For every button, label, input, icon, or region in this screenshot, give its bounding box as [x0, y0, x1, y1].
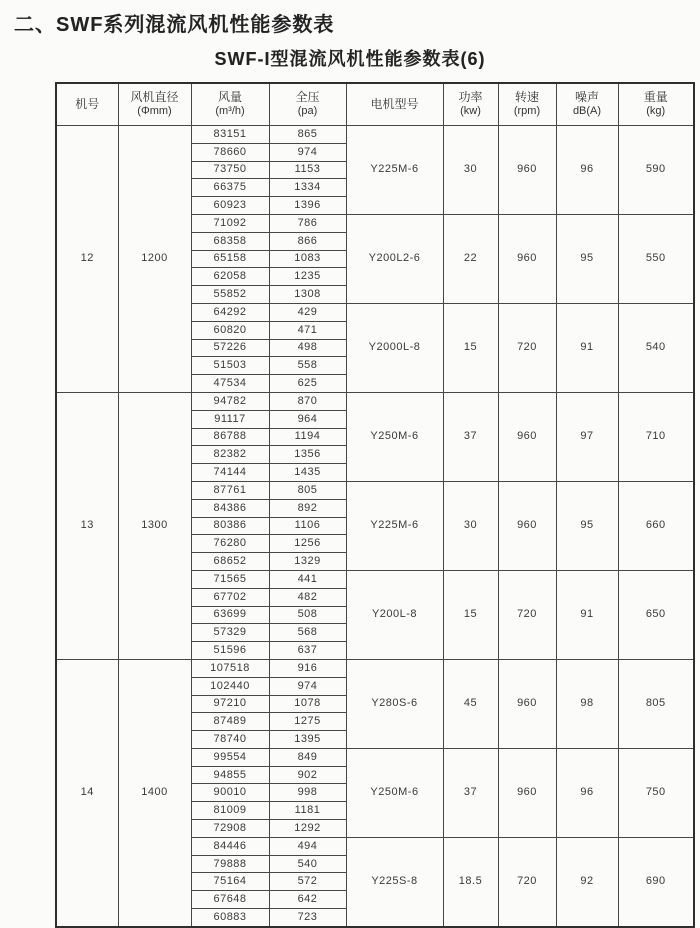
speed-cell: 960: [498, 748, 556, 837]
power-cell: 18.5: [443, 837, 498, 926]
airflow-cell: 62058: [191, 268, 269, 286]
table-row: [56, 126, 694, 144]
pressure-cell: 1275: [269, 713, 346, 731]
pressure-cell: 1194: [269, 428, 346, 446]
speed-cell: 960: [498, 126, 556, 215]
airflow-cell: 107518: [191, 659, 269, 677]
col-header-machine-no: 机号: [56, 83, 118, 126]
airflow-cell: 65158: [191, 250, 269, 268]
airflow-cell: 57329: [191, 624, 269, 642]
motor-model-cell: Y225M-6: [346, 126, 443, 215]
pressure-cell: 974: [269, 677, 346, 695]
airflow-cell: 78660: [191, 143, 269, 161]
noise-cell: 91: [556, 570, 618, 659]
col-header-diameter: 风机直径 (Φmm): [118, 83, 191, 126]
fan-performance-table: [55, 82, 695, 928]
noise-cell: 98: [556, 659, 618, 748]
col-header-noise: 噪声 dB(A): [556, 83, 618, 126]
col-header-pressure: 全压 (pa): [269, 83, 346, 126]
col-header-weight: 重量 (kg): [618, 83, 694, 126]
airflow-cell: 94855: [191, 766, 269, 784]
motor-model-cell: Y280S-6: [346, 659, 443, 748]
pressure-cell: 1334: [269, 179, 346, 197]
airflow-cell: 57226: [191, 339, 269, 357]
airflow-cell: 67702: [191, 588, 269, 606]
pressure-cell: 1356: [269, 446, 346, 464]
pressure-cell: 1106: [269, 517, 346, 535]
pressure-cell: 964: [269, 410, 346, 428]
pressure-cell: 1256: [269, 535, 346, 553]
airflow-cell: 90010: [191, 784, 269, 802]
noise-cell: 95: [556, 481, 618, 570]
airflow-cell: 64292: [191, 303, 269, 321]
airflow-cell: 94782: [191, 392, 269, 410]
pressure-cell: 572: [269, 873, 346, 891]
airflow-cell: 66375: [191, 179, 269, 197]
speed-cell: 720: [498, 570, 556, 659]
pressure-cell: 441: [269, 570, 346, 588]
airflow-cell: 51503: [191, 357, 269, 375]
pressure-cell: 1181: [269, 802, 346, 820]
airflow-cell: 99554: [191, 748, 269, 766]
motor-model-cell: Y250M-6: [346, 748, 443, 837]
airflow-cell: 67648: [191, 891, 269, 909]
col-header-airflow: 风量 (m³/h): [191, 83, 269, 126]
airflow-cell: 97210: [191, 695, 269, 713]
noise-cell: 96: [556, 748, 618, 837]
airflow-cell: 87761: [191, 481, 269, 499]
weight-cell: 540: [618, 303, 694, 392]
airflow-cell: 60883: [191, 909, 269, 927]
power-cell: 15: [443, 303, 498, 392]
pressure-cell: 625: [269, 375, 346, 393]
pressure-cell: 974: [269, 143, 346, 161]
pressure-cell: 540: [269, 855, 346, 873]
airflow-cell: 78740: [191, 731, 269, 749]
airflow-cell: 86788: [191, 428, 269, 446]
speed-cell: 960: [498, 659, 556, 748]
pressure-cell: 471: [269, 321, 346, 339]
pressure-cell: 1078: [269, 695, 346, 713]
weight-cell: 690: [618, 837, 694, 926]
pressure-cell: 1153: [269, 161, 346, 179]
pressure-cell: 1329: [269, 553, 346, 571]
diameter-cell: 1200: [118, 126, 191, 393]
weight-cell: 750: [618, 748, 694, 837]
noise-cell: 91: [556, 303, 618, 392]
pressure-cell: 805: [269, 481, 346, 499]
speed-cell: 720: [498, 837, 556, 926]
pressure-cell: 892: [269, 499, 346, 517]
page-title: 二、SWF系列混流风机性能参数表: [14, 14, 335, 36]
airflow-cell: 73750: [191, 161, 269, 179]
pressure-cell: 1083: [269, 250, 346, 268]
weight-cell: 650: [618, 570, 694, 659]
pressure-cell: 849: [269, 748, 346, 766]
table-row: [56, 392, 694, 410]
airflow-cell: 84446: [191, 837, 269, 855]
airflow-cell: 72908: [191, 820, 269, 838]
power-cell: 45: [443, 659, 498, 748]
airflow-cell: 91117: [191, 410, 269, 428]
pressure-cell: 558: [269, 357, 346, 375]
speed-cell: 720: [498, 303, 556, 392]
airflow-cell: 79888: [191, 855, 269, 873]
machine-no-cell: 12: [56, 126, 118, 393]
table-subtitle: SWF-I型混流风机性能参数表(6): [214, 49, 486, 69]
pressure-cell: 1292: [269, 820, 346, 838]
airflow-cell: 84386: [191, 499, 269, 517]
pressure-cell: 786: [269, 214, 346, 232]
speed-cell: 960: [498, 214, 556, 303]
col-header-power: 功率 (kw): [443, 83, 498, 126]
airflow-cell: 47534: [191, 375, 269, 393]
motor-model-cell: Y2000L-8: [346, 303, 443, 392]
pressure-cell: 902: [269, 766, 346, 784]
noise-cell: 92: [556, 837, 618, 926]
airflow-cell: 68652: [191, 553, 269, 571]
airflow-cell: 68358: [191, 232, 269, 250]
noise-cell: 95: [556, 214, 618, 303]
pressure-cell: 870: [269, 392, 346, 410]
motor-model-cell: Y200L2-6: [346, 214, 443, 303]
pressure-cell: 723: [269, 909, 346, 927]
motor-model-cell: Y200L-8: [346, 570, 443, 659]
pressure-cell: 866: [269, 232, 346, 250]
machine-no-cell: 14: [56, 659, 118, 926]
col-header-motor-model: 电机型号: [346, 83, 443, 126]
pressure-cell: 1435: [269, 464, 346, 482]
airflow-cell: 81009: [191, 802, 269, 820]
pressure-cell: 498: [269, 339, 346, 357]
fan-table-body: [56, 126, 694, 927]
col-header-speed: 转速 (rpm): [498, 83, 556, 126]
airflow-cell: 75164: [191, 873, 269, 891]
motor-model-cell: Y225S-8: [346, 837, 443, 926]
power-cell: 37: [443, 392, 498, 481]
airflow-cell: 74144: [191, 464, 269, 482]
pressure-cell: 482: [269, 588, 346, 606]
pressure-cell: 916: [269, 659, 346, 677]
pressure-cell: 1235: [269, 268, 346, 286]
weight-cell: 660: [618, 481, 694, 570]
speed-cell: 960: [498, 481, 556, 570]
airflow-cell: 71565: [191, 570, 269, 588]
pressure-cell: 637: [269, 642, 346, 660]
power-cell: 15: [443, 570, 498, 659]
airflow-cell: 71092: [191, 214, 269, 232]
pressure-cell: 642: [269, 891, 346, 909]
airflow-cell: 76280: [191, 535, 269, 553]
machine-no-cell: 13: [56, 392, 118, 659]
airflow-cell: 60923: [191, 197, 269, 215]
diameter-cell: 1400: [118, 659, 191, 926]
pressure-cell: 865: [269, 126, 346, 144]
power-cell: 37: [443, 748, 498, 837]
weight-cell: 550: [618, 214, 694, 303]
pressure-cell: 1396: [269, 197, 346, 215]
power-cell: 30: [443, 126, 498, 215]
airflow-cell: 87489: [191, 713, 269, 731]
pressure-cell: 568: [269, 624, 346, 642]
weight-cell: 590: [618, 126, 694, 215]
airflow-cell: 102440: [191, 677, 269, 695]
table-row: [56, 659, 694, 677]
motor-model-cell: Y225M-6: [346, 481, 443, 570]
pressure-cell: 1308: [269, 286, 346, 304]
noise-cell: 96: [556, 126, 618, 215]
diameter-cell: 1300: [118, 392, 191, 659]
pressure-cell: 998: [269, 784, 346, 802]
airflow-cell: 82382: [191, 446, 269, 464]
motor-model-cell: Y250M-6: [346, 392, 443, 481]
weight-cell: 710: [618, 392, 694, 481]
noise-cell: 97: [556, 392, 618, 481]
pressure-cell: 494: [269, 837, 346, 855]
airflow-cell: 55852: [191, 286, 269, 304]
power-cell: 30: [443, 481, 498, 570]
weight-cell: 805: [618, 659, 694, 748]
airflow-cell: 63699: [191, 606, 269, 624]
pressure-cell: 429: [269, 303, 346, 321]
speed-cell: 960: [498, 392, 556, 481]
table-header-row: [56, 83, 694, 126]
power-cell: 22: [443, 214, 498, 303]
airflow-cell: 51596: [191, 642, 269, 660]
airflow-cell: 83151: [191, 126, 269, 144]
pressure-cell: 508: [269, 606, 346, 624]
airflow-cell: 60820: [191, 321, 269, 339]
airflow-cell: 80386: [191, 517, 269, 535]
pressure-cell: 1395: [269, 731, 346, 749]
